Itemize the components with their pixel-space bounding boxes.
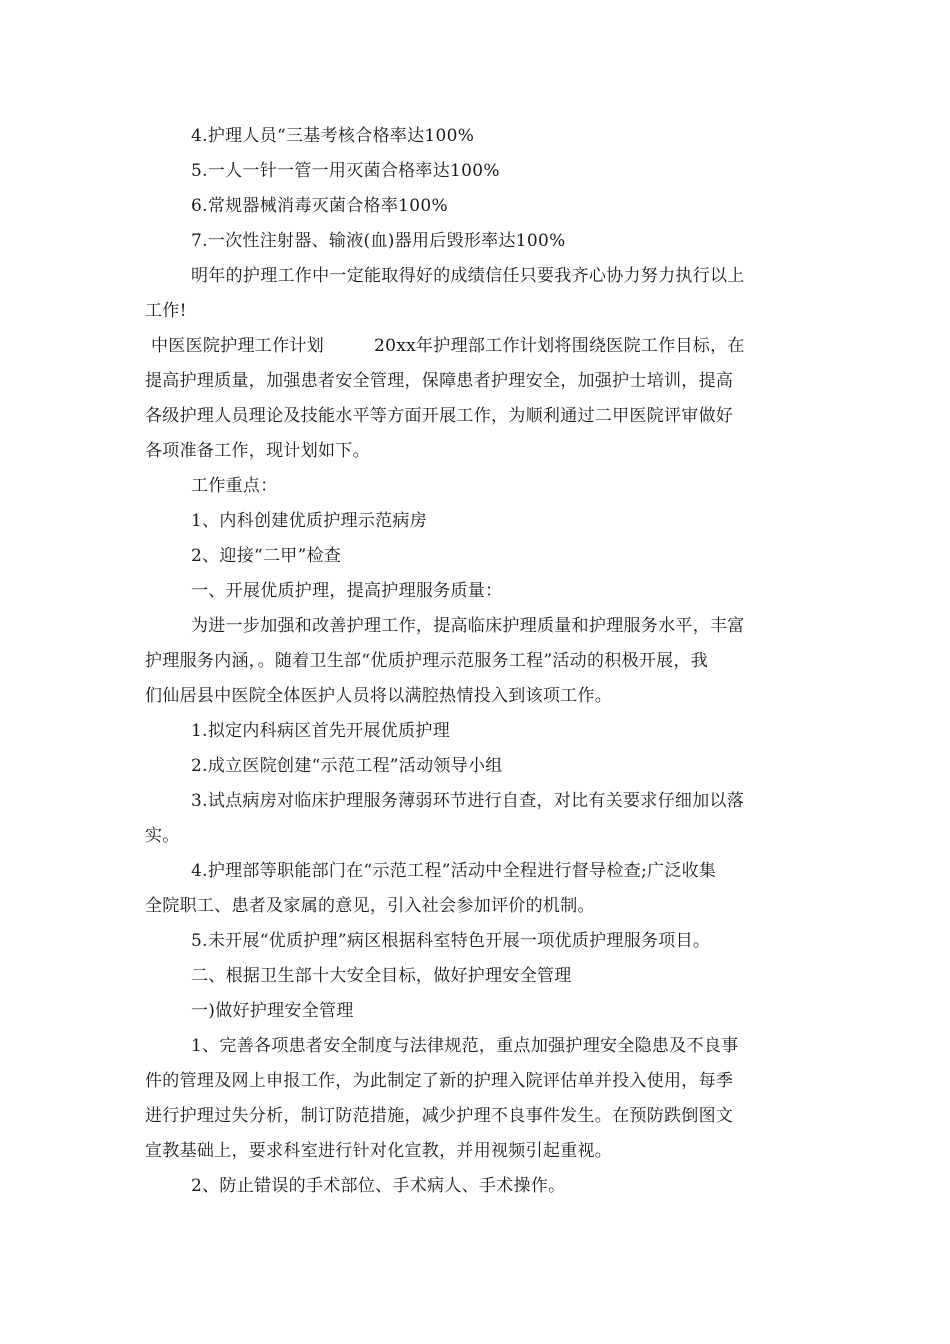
list-item: 3.试点病房对临床护理服务薄弱环节进行自查，对比有关要求仔细加以落 [191,791,745,811]
paragraph-line-start: 20xx年护理部工作计划将围绕医院工作目标，在 [374,336,745,356]
section-heading-line [145,329,815,364]
list-item: 1、内科创建优质护理示范病房 [191,511,428,531]
document-body [145,119,815,1204]
list-item: 2、防止错误的手术部位、手术病人、手术操作。 [191,1176,566,1196]
section-heading: 二、根据卫生部十大安全目标，做好护理安全管理 [191,966,572,986]
paragraph-line: 实。 [145,826,180,846]
list-item: 5.一人一针一管一用灭菌合格率达100% [191,161,500,181]
paragraph-line: 明年的护理工作中一定能取得好的成绩信任只要我齐心协力努力执行以上 [191,266,745,286]
list-item: 1.拟定内科病区首先开展优质护理 [191,721,451,741]
paragraph-line: 进行护理过失分析，制订防范措施，减少护理不良事件发生。在预防跌倒图文 [145,1106,734,1126]
paragraph-line: 1、完善各项患者安全制度与法律规范，重点加强护理安全隐患及不良事 [191,1036,739,1056]
list-item: 6.常规器械消毒灭菌合格率100% [191,196,448,216]
paragraph-line: 各级护理人员理论及技能水平等方面开展工作，为顺利通过二甲医院评审做好 [145,406,734,426]
list-item: 4.护理人员“三基考核合格率达100% [191,126,475,146]
section-label: 工作重点： [191,476,278,496]
paragraph-line: 件的管理及网上申报工作，为此制定了新的护理入院评估单并投入使用，每季 [145,1071,734,1091]
list-item: 2、迎接“二甲”检查 [191,546,342,566]
subsection-heading: 一)做好护理安全管理 [191,1001,354,1021]
paragraph-line: 各项准备工作，现计划如下。 [145,441,370,461]
section-heading: 一、开展优质护理，提高护理服务质量： [191,581,503,601]
paragraph-line: 们仙居县中医院全体医护人员将以满腔热情投入到该项工作。 [145,686,613,706]
list-item: 5.未开展“优质护理”病区根据科室特色开展一项优质护理服务项目。 [191,931,711,951]
paragraph-line: 全院职工、患者及家属的意见，引入社会参加评价的机制。 [145,896,595,916]
list-item: 2.成立医院创建“示范工程”活动领导小组 [191,756,503,776]
paragraph-line: 提高护理质量，加强患者安全管理，保障患者护理安全，加强护士培训，提高 [145,371,734,391]
document-title: 中医医院护理工作计划 [151,336,324,356]
list-item: 7.一次性注射器、输液(血)器用后毁形率达100% [191,231,566,251]
paragraph-line: 护理服务内涵，。随着卫生部“优质护理示范服务工程”活动的积极开展，我 [145,651,709,671]
paragraph-line: 宣教基础上，要求科室进行针对化宣教，并用视频引起重视。 [145,1141,613,1161]
paragraph-line: 为进一步加强和改善护理工作，提高临床护理质量和护理服务水平，丰富 [191,616,745,636]
list-item: 4.护理部等职能部门在“示范工程”活动中全程进行督导检查;广泛收集 [191,861,717,881]
paragraph-line: 工作! [145,301,187,321]
